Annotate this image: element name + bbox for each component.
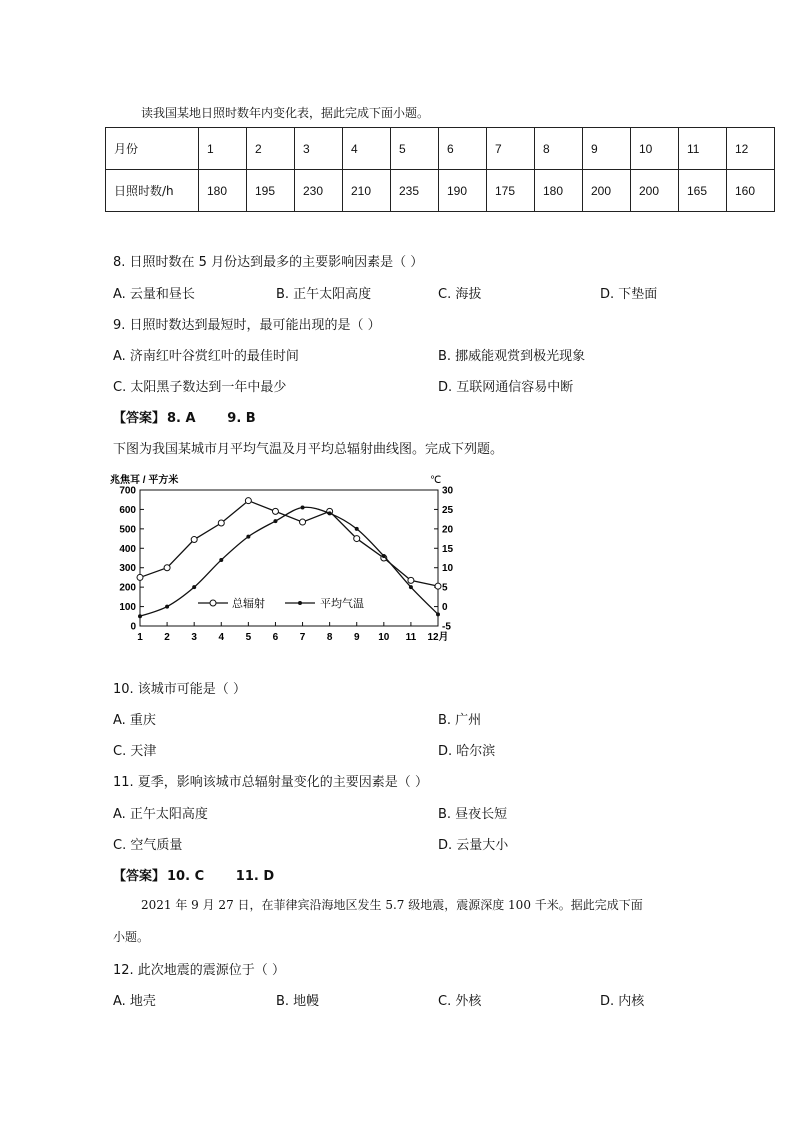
radiation-point <box>218 520 224 526</box>
table-cell: 180 <box>535 170 583 212</box>
q11-option-d: D. 云量大小 <box>438 838 509 853</box>
left-tick-label: 200 <box>119 582 136 594</box>
temperature-point <box>382 554 386 558</box>
legend-temperature: 平均气温 <box>320 598 364 610</box>
temperature-point <box>328 511 332 515</box>
table-cell: 165 <box>679 170 727 212</box>
q8-option-b: B. 正午太阳高度 <box>276 287 372 302</box>
q12-option-d: D. 内核 <box>600 994 645 1009</box>
table-cell: 7 <box>487 128 535 170</box>
table-cell: 180 <box>199 170 247 212</box>
table-cell: 210 <box>343 170 391 212</box>
table-cell: 1 <box>199 128 247 170</box>
temperature-point <box>355 527 359 531</box>
radiation-temperature-chart <box>110 470 470 650</box>
intro-text-3-line1: 2021 年 9 月 27 日，在菲律宾沿海地区发生 5.7 级地震，震源深度 100 千米。据此完成下面 <box>141 898 643 912</box>
table-cell: 195 <box>247 170 295 212</box>
right-tick-label: 0 <box>442 602 448 614</box>
table-cell: 11 <box>679 128 727 170</box>
radiation-point <box>300 519 306 525</box>
radiation-point <box>272 508 278 514</box>
table-cell: 3 <box>295 128 343 170</box>
question-12: 12. 此次地震的震源位于（ ） <box>113 963 285 978</box>
right-tick-label: 25 <box>442 504 454 516</box>
table-cell: 190 <box>439 170 487 212</box>
q12-option-a: A. 地壳 <box>113 994 156 1009</box>
right-tick-label: 15 <box>442 543 454 555</box>
table-cell: 200 <box>583 170 631 212</box>
temperature-point <box>409 585 413 589</box>
right-axis-label: ℃ <box>430 475 442 486</box>
answer-text: 10. C 11. D <box>167 869 275 884</box>
x-tick-label: 1 <box>137 632 143 643</box>
q8-option-c: C. 海拔 <box>438 287 482 302</box>
temperature-point <box>219 558 223 562</box>
radiation-point <box>408 577 414 583</box>
temperature-point <box>138 614 142 618</box>
q12-option-b: B. 地幔 <box>276 994 320 1009</box>
radiation-point <box>354 536 360 542</box>
q11-option-c: C. 空气质量 <box>113 838 183 853</box>
right-tick-label: 5 <box>442 582 448 594</box>
radiation-point <box>435 583 441 589</box>
answer-label: 【答案】 <box>113 869 166 884</box>
x-tick-label: 5 <box>245 632 252 643</box>
temperature-point <box>165 605 169 609</box>
q9-option-d: D. 互联网通信容易中断 <box>438 380 574 395</box>
table-cell: 5 <box>391 128 439 170</box>
x-tick-label: 7 <box>299 632 306 643</box>
right-tick-label: 30 <box>442 485 454 497</box>
answer-block-2 <box>113 865 274 884</box>
q8-option-a: A. 云量和昼长 <box>113 287 195 302</box>
x-tick-label: 12月 <box>427 632 449 643</box>
x-tick-label: 11 <box>405 632 417 643</box>
radiation-point <box>137 574 143 580</box>
temperature-point <box>273 519 277 523</box>
chart-legend <box>198 596 364 610</box>
x-tick-label: 3 <box>191 632 197 643</box>
plot-frame <box>140 490 438 626</box>
table-cell: 235 <box>391 170 439 212</box>
q9-option-c: C. 太阳黑子数达到一年中最少 <box>113 380 287 395</box>
intro-text-1: 读我国某地日照时数年内变化表，据此完成下面小题。 <box>141 106 430 120</box>
left-tick-label: 100 <box>119 602 136 614</box>
temperature-point <box>436 612 440 616</box>
table-cell: 12 <box>727 128 775 170</box>
q9-option-b: B. 挪威能观赏到极光现象 <box>438 349 586 364</box>
q10-option-a: A. 重庆 <box>113 713 156 728</box>
temperature-point <box>246 535 250 539</box>
right-tick-label: 10 <box>442 563 454 575</box>
left-tick-label: 400 <box>119 543 136 555</box>
table-row <box>106 128 775 170</box>
x-tick-label: 2 <box>164 632 170 643</box>
question-10: 10. 该城市可能是（ ） <box>113 682 246 697</box>
table-cell: 6 <box>439 128 487 170</box>
table-cell: 2 <box>247 128 295 170</box>
right-tick-label: -5 <box>442 621 451 633</box>
table-cell: 230 <box>295 170 343 212</box>
table-cell: 160 <box>727 170 775 212</box>
table-cell: 9 <box>583 128 631 170</box>
left-tick-label: 600 <box>119 504 136 516</box>
question-8: 8. 日照时数在 5 月份达到最多的主要影响因素是（ ） <box>113 255 424 270</box>
q11-option-a: A. 正午太阳高度 <box>113 807 208 822</box>
table-cell: 200 <box>631 170 679 212</box>
q11-option-b: B. 昼夜长短 <box>438 807 508 822</box>
q10-option-d: D. 哈尔滨 <box>438 744 496 759</box>
table-header-month: 月份 <box>106 128 199 170</box>
legend-radiation: 总辐射 <box>232 598 265 610</box>
question-11: 11. 夏季，影响该城市总辐射量变化的主要因素是（ ） <box>113 775 428 790</box>
left-tick-label: 300 <box>119 563 136 575</box>
question-9: 9. 日照时数达到最短时，最可能出现的是（ ） <box>113 318 381 333</box>
table-cell: 4 <box>343 128 391 170</box>
q8-option-d: D. 下垫面 <box>600 287 658 302</box>
q9-option-a: A. 济南红叶谷赏红叶的最佳时间 <box>113 349 299 364</box>
intro-text-3-line2: 小题。 <box>113 930 150 944</box>
q10-option-c: C. 天津 <box>113 744 157 759</box>
table-header-hours: 日照时数/h <box>106 170 199 212</box>
x-tick-label: 8 <box>326 632 333 643</box>
q12-option-c: C. 外核 <box>438 994 482 1009</box>
left-tick-label: 0 <box>130 621 136 633</box>
temperature-point <box>192 585 196 589</box>
q10-option-b: B. 广州 <box>438 713 482 728</box>
x-tick-label: 10 <box>378 632 390 643</box>
left-axis-label: 兆焦耳 / 平方米 <box>110 475 179 486</box>
right-tick-label: 20 <box>442 524 454 536</box>
x-tick-label: 9 <box>353 632 360 643</box>
radiation-point <box>164 565 170 571</box>
table-cell: 8 <box>535 128 583 170</box>
radiation-point <box>245 498 251 504</box>
table-cell: 10 <box>631 128 679 170</box>
temperature-series-line <box>140 507 438 616</box>
radiation-point <box>191 537 197 543</box>
intro-text-2: 下图为我国某城市月平均气温及月平均总辐射曲线图。完成下列题。 <box>113 442 504 457</box>
answer-block-1 <box>113 407 256 426</box>
left-tick-label: 500 <box>119 524 136 536</box>
table-row <box>106 170 775 212</box>
answer-text: 8. A 9. B <box>167 411 256 426</box>
table-cell: 175 <box>487 170 535 212</box>
x-tick-label: 6 <box>272 632 279 643</box>
answer-label: 【答案】 <box>113 411 166 426</box>
left-tick-label: 700 <box>119 485 136 497</box>
sunshine-table <box>105 127 775 212</box>
x-tick-label: 4 <box>218 632 225 643</box>
temperature-point <box>301 505 305 509</box>
